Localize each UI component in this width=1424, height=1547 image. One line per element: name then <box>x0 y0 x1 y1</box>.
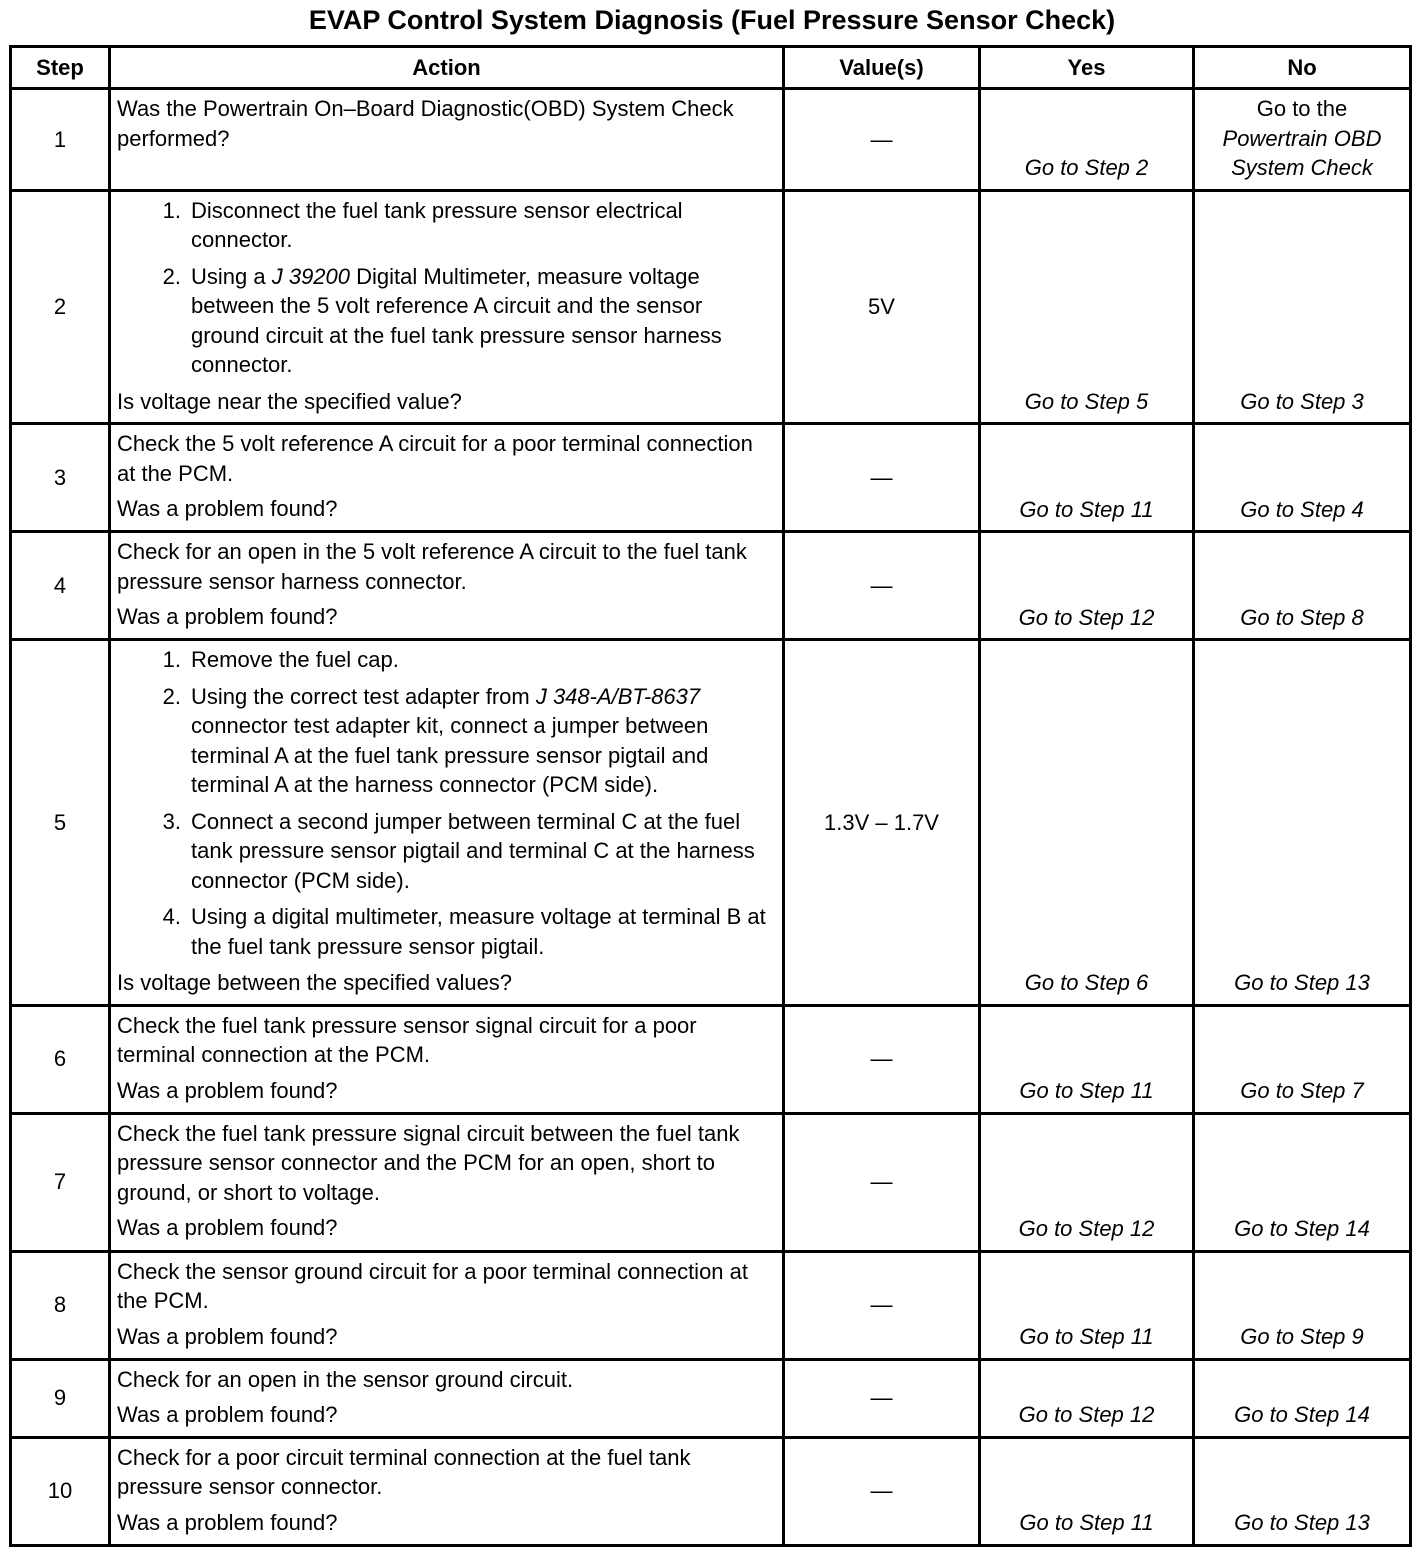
no-lead-text: Go to the <box>1256 96 1348 121</box>
value-cell: — <box>784 89 980 191</box>
header-row <box>11 47 1411 89</box>
header-action: Action <box>110 47 784 89</box>
value-cell: 1.3V – 1.7V <box>784 640 980 1006</box>
value-cell: — <box>784 532 980 640</box>
substep: 2. Using the correct test adapter from J 348-A/BT-8637 connector test adapter kit, connect a jumper between terminal A at the fuel tank pressure sensor pigtail and terminal A at the harness connector (PCM side). <box>162 683 709 797</box>
action-cell <box>110 1359 784 1437</box>
step-number: 4 <box>11 532 110 640</box>
table-row <box>11 190 1411 424</box>
header-values: Value(s) <box>784 47 980 89</box>
yes-cell: Go to Step 12 <box>980 532 1194 640</box>
tool-reference: J 39200 <box>271 263 351 289</box>
value-cell: — <box>784 1359 980 1437</box>
no-cell: Go to Step 13 <box>1194 1437 1411 1545</box>
substep: 3. Connect a second jumper between terminal C at the fuel tank pressure sensor pigtail and terminal C at the harness connector (PCM side). <box>162 808 755 893</box>
step-number: 7 <box>11 1113 110 1251</box>
no-cell: Go to Step 13 <box>1194 640 1411 1006</box>
action-cell <box>110 1251 784 1359</box>
action-text: Check for an open in the sensor ground circuit. <box>117 1366 574 1392</box>
table-row <box>11 640 1411 1006</box>
substep-list <box>117 645 774 961</box>
action-text: Check the fuel tank pressure sensor signal circuit for a poor terminal connection at the PCM. <box>117 1012 697 1067</box>
step-number: 1 <box>11 89 110 191</box>
table-row <box>11 532 1411 640</box>
step-number: 2 <box>11 190 110 424</box>
value-cell: — <box>784 424 980 532</box>
tool-reference: J 348-A/BT-8637 <box>535 683 701 709</box>
yes-cell: Go to Step 2 <box>980 89 1194 191</box>
header-yes: Yes <box>980 47 1194 89</box>
value-cell: — <box>784 1005 980 1113</box>
value-cell: — <box>784 1113 980 1251</box>
yes-cell: Go to Step 11 <box>980 1437 1194 1545</box>
step-number: 3 <box>11 424 110 532</box>
question-text: Was a problem found? <box>117 604 338 629</box>
value-cell: 5V <box>784 190 980 424</box>
action-cell <box>110 89 784 191</box>
action-cell <box>110 1437 784 1545</box>
action-cell <box>110 1005 784 1113</box>
step-number: 8 <box>11 1251 110 1359</box>
page-title: EVAP Control System Diagnosis (Fuel Pressure Sensor Check) <box>308 5 1116 35</box>
table-row <box>11 1251 1411 1359</box>
no-cell <box>1194 89 1411 191</box>
no-cell: Go to Step 9 <box>1194 1251 1411 1359</box>
question-text: Was a problem found? <box>117 1077 338 1103</box>
value-cell: — <box>784 1251 980 1359</box>
step-number: 9 <box>11 1359 110 1437</box>
action-cell <box>110 190 784 424</box>
table-row <box>11 424 1411 532</box>
yes-cell: Go to Step 12 <box>980 1359 1194 1437</box>
question-text: Is voltage between the specified values? <box>117 970 513 995</box>
step-number: 10 <box>11 1437 110 1545</box>
yes-cell: Go to Step 11 <box>980 1005 1194 1113</box>
no-cell: Go to Step 8 <box>1194 532 1411 640</box>
table-row <box>11 1005 1411 1113</box>
question-text: Is voltage near the specified value? <box>117 388 462 414</box>
question-text: Was a problem found? <box>117 496 338 521</box>
step-number: 6 <box>11 1005 110 1113</box>
question-text: Was a problem found? <box>117 1323 338 1349</box>
table-row <box>11 1113 1411 1251</box>
action-text: Check the 5 volt reference A circuit for a poor terminal connection at the PCM. <box>117 431 753 486</box>
question-text: Was a problem found? <box>117 1402 338 1427</box>
no-cell: Go to Step 4 <box>1194 424 1411 532</box>
no-text: Powertrain OBD System Check <box>1222 125 1382 180</box>
action-text: Check the sensor ground circuit for a poor terminal connection at the PCM. <box>117 1258 748 1313</box>
action-text: Check for a poor circuit terminal connection at the fuel tank pressure sensor connector. <box>117 1444 691 1499</box>
value-cell: — <box>784 1437 980 1545</box>
yes-cell: Go to Step 5 <box>980 190 1194 424</box>
diagnosis-table <box>9 45 1412 1547</box>
action-text: Check the fuel tank pressure signal circuit between the fuel tank pressure sensor connector and the PCM for an open, short to ground, or short to voltage. <box>117 1120 740 1205</box>
no-cell: Go to Step 7 <box>1194 1005 1411 1113</box>
table-row <box>11 1359 1411 1437</box>
substep-list <box>117 196 774 380</box>
no-cell: Go to Step 14 <box>1194 1113 1411 1251</box>
table-row <box>11 89 1411 191</box>
substep: 4. Using a digital multimeter, measure voltage at terminal B at the fuel tank pressure sensor pigtail. <box>162 904 766 959</box>
header-step: Step <box>11 47 110 89</box>
action-text: Check for an open in the 5 volt reference A circuit to the fuel tank pressure sensor harness connector. <box>117 539 747 594</box>
question-text: Was a problem found? <box>117 1509 338 1535</box>
no-cell: Go to Step 14 <box>1194 1359 1411 1437</box>
action-text: Was the Powertrain On–Board Diagnostic(OBD) System Check performed? <box>117 96 734 151</box>
action-cell <box>110 532 784 640</box>
yes-cell: Go to Step 6 <box>980 640 1194 1006</box>
no-cell: Go to Step 3 <box>1194 190 1411 424</box>
step-number: 5 <box>11 640 110 1006</box>
substep: 2. Using a J 39200 Digital Multimeter, measure voltage between the 5 volt reference A circuit and the sensor ground circuit at the fuel tank pressure sensor harness connector. <box>162 263 722 377</box>
substep: 1. Disconnect the fuel tank pressure sensor electrical connector. <box>162 197 683 252</box>
yes-cell: Go to Step 11 <box>980 424 1194 532</box>
table-row <box>11 1437 1411 1545</box>
yes-cell: Go to Step 12 <box>980 1113 1194 1251</box>
header-no: No <box>1194 47 1411 89</box>
action-cell <box>110 640 784 1006</box>
substep: 1. Remove the fuel cap. <box>162 647 399 672</box>
action-cell <box>110 1113 784 1251</box>
question-text: Was a problem found? <box>117 1215 338 1240</box>
yes-cell: Go to Step 11 <box>980 1251 1194 1359</box>
action-cell <box>110 424 784 532</box>
